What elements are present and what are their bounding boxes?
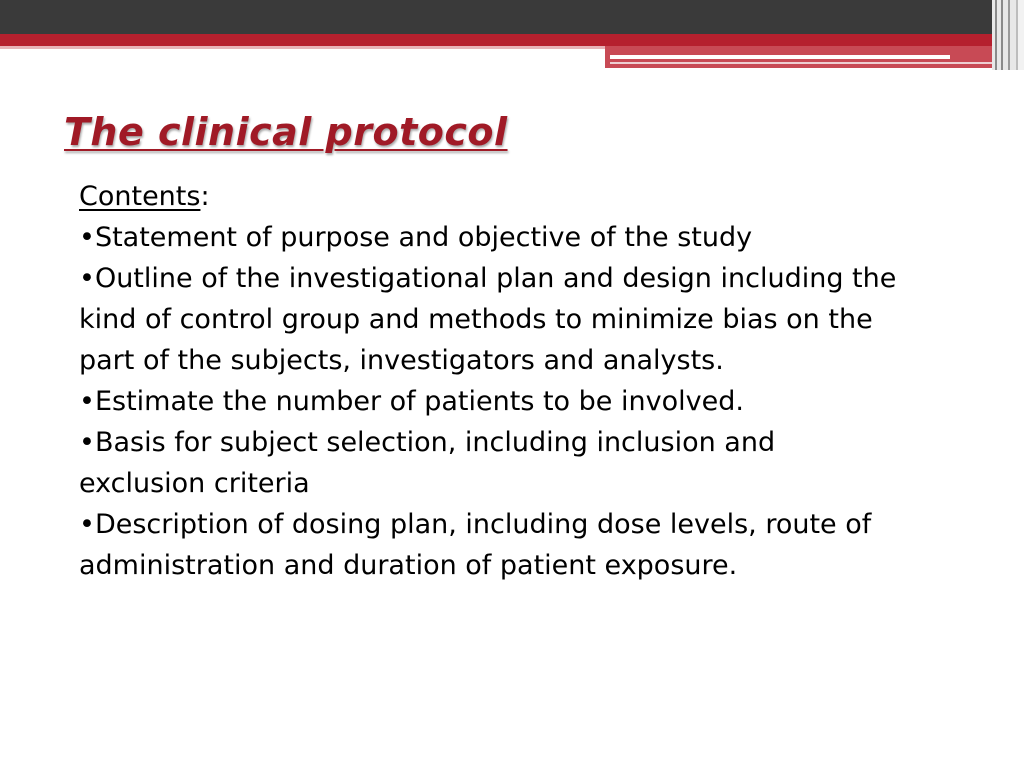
bullet-text: Description of dosing plan, including dose levels, route of administration and duration of patient exposure.: [79, 509, 872, 581]
bullet-marker: •: [79, 386, 95, 417]
bullet-marker: •: [79, 222, 95, 253]
bullet-item: [79, 504, 899, 586]
bullet-text: Estimate the number of patients to be involved.: [94, 386, 744, 417]
bullet-text: Basis for subject selection, including inclusion and exclusion criteria: [79, 427, 776, 499]
bullet-marker: •: [79, 427, 95, 458]
bullet-marker: •: [79, 263, 95, 294]
bullet-item: [79, 422, 899, 504]
slide-body: [79, 176, 899, 586]
bullet-item: [79, 381, 899, 422]
contents-colon: :: [200, 181, 210, 212]
header-dark-bar: [0, 0, 1024, 34]
contents-label: Contents: [79, 181, 201, 212]
bullet-text: Outline of the investigational plan and design including the kind of control group and methods to minimize bias on the part of the subjects, investigators and analysts.: [79, 263, 897, 376]
bullet-item: [79, 217, 899, 258]
header-red-band-light: [0, 46, 605, 49]
header-red-band: [0, 34, 1000, 46]
bullet-text: Statement of purpose and objective of the study: [94, 222, 753, 253]
header-right-stripes: [992, 0, 1024, 70]
bullet-marker: •: [79, 509, 95, 540]
bullet-item: [79, 258, 899, 381]
slide-title: The clinical protocol: [64, 110, 508, 154]
header-red-step-line: [610, 55, 950, 59]
contents-heading: [79, 176, 899, 217]
header-red-step-line-2: [610, 62, 1000, 64]
bullet-list: [79, 217, 899, 586]
